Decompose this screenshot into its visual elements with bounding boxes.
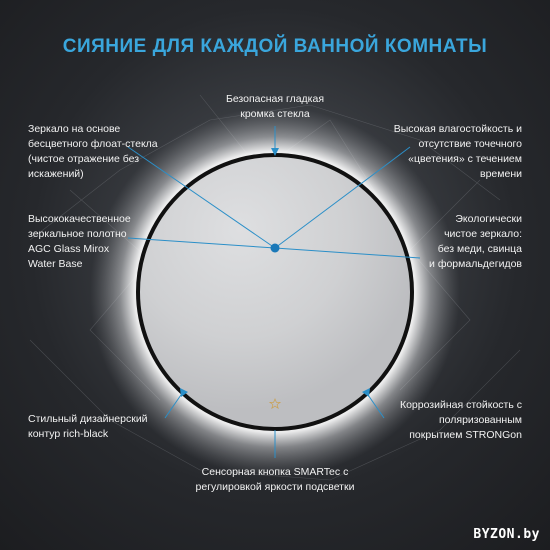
feature-top-left: Зеркало на основе бесцветного флоат-стекла (чистое отражение без искажений) xyxy=(28,123,158,180)
center-dot xyxy=(271,244,280,253)
feature-bottom-center: Сенсорная кнопка SMARTec с регулировкой яркости подсветки xyxy=(195,466,355,493)
title: СИЯНИЕ ДЛЯ КАЖДОЙ ВАННОЙ КОМНАТЫ xyxy=(62,36,488,57)
feature-bottom-right: Коррозийная стойкость с поляризованным покрытием STRONGon xyxy=(399,399,522,441)
watermark-logo: BYZON.by xyxy=(473,527,540,542)
feature-mid-left: Высококачественное зеркальное полотно AGC Glass Mirox Water Base xyxy=(28,213,131,270)
feature-mid-right: Экологически чистое зеркало: без меди, свинца и формальдегидов xyxy=(429,213,522,270)
feature-top-center: Безопасная гладкая кромка стекла xyxy=(225,93,325,120)
mirror-glass xyxy=(138,155,412,429)
feature-bottom-left: Стильный дизайнерский контур rich-black xyxy=(28,413,148,440)
feature-top-right: Высокая влагостойкость и отсутствие точечного «цветения» с течением времени xyxy=(393,123,522,180)
